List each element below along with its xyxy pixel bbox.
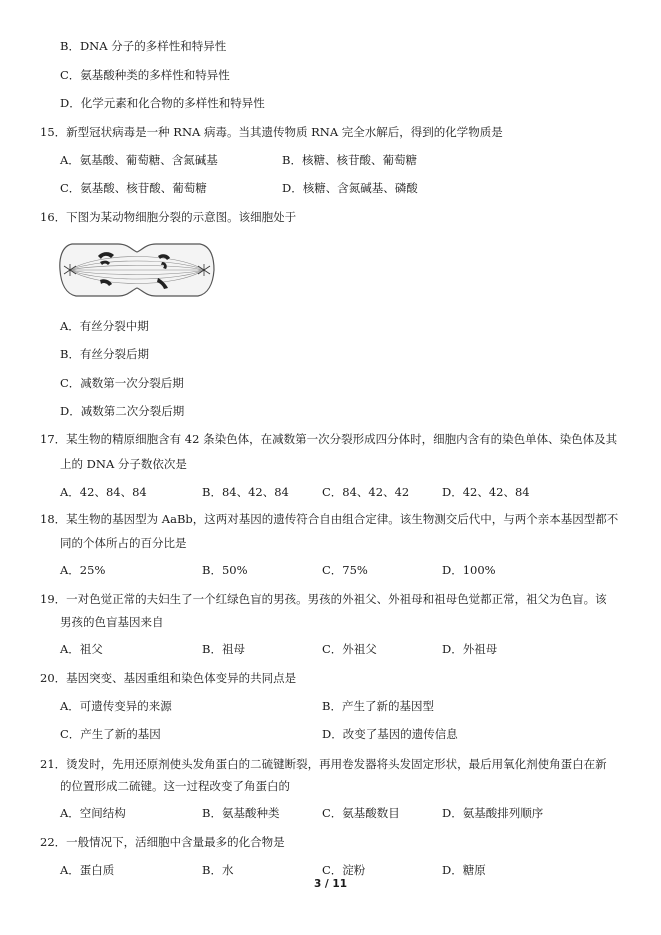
q17-stem-line1: 17．某生物的精原细胞含有 42 条染色体，在减数第一次分裂形成四分体时，细胞内含有的染色单体、染色体及其 bbox=[40, 432, 618, 446]
q16-option-a: A．有丝分裂中期 bbox=[60, 319, 149, 333]
q16-option-d: D．减数第二次分裂后期 bbox=[60, 404, 185, 418]
q18-stem-line2: 同的个体所占的百分比是 bbox=[60, 536, 187, 550]
q21-option-c: C．氨基酸数目 bbox=[322, 806, 400, 820]
q17-option-b: B．84、42、84 bbox=[202, 485, 289, 499]
q19-option-a: A．祖父 bbox=[60, 642, 103, 656]
q20-option-b: B．产生了新的基因型 bbox=[322, 699, 434, 713]
q17-stem-line2: 上的 DNA 分子数依次是 bbox=[60, 457, 187, 471]
q14-option-b: B．DNA 分子的多样性和特异性 bbox=[60, 39, 227, 53]
q17-option-c: C．84、42、42 bbox=[322, 485, 410, 499]
q14-option-d: D．化学元素和化合物的多样性和特异性 bbox=[60, 96, 265, 110]
q20-option-c: C．产生了新的基因 bbox=[60, 727, 161, 741]
q21-stem-line1: 21．烫发时，先用还原剂使头发角蛋白的二硫键断裂，再用卷发器将头发固定形状，最后用氧化剂使角蛋白在新 bbox=[40, 757, 607, 771]
q18-option-d: D．100% bbox=[442, 563, 496, 577]
q17-option-a: A．42、84、84 bbox=[60, 485, 147, 499]
q20-option-d: D．改变了基因的遗传信息 bbox=[322, 727, 458, 741]
q18-option-a: A．25% bbox=[60, 563, 106, 577]
q21-option-a: A．空间结构 bbox=[60, 806, 126, 820]
q17-option-d: D．42、42、84 bbox=[442, 485, 530, 499]
q19-option-b: B．祖母 bbox=[202, 642, 245, 656]
q19-stem-line1: 19．一对色觉正常的夫妇生了一个红绿色盲的男孩。男孩的外祖父、外祖母和祖母色觉都正常，祖父为色盲。该 bbox=[40, 592, 607, 606]
q19-option-d: D．外祖母 bbox=[442, 642, 498, 656]
q19-option-c: C．外祖父 bbox=[322, 642, 377, 656]
q21-option-d: D．氨基酸排列顺序 bbox=[442, 806, 544, 820]
q16-option-c: C．减数第一次分裂后期 bbox=[60, 376, 184, 390]
q20-option-a: A．可遗传变异的来源 bbox=[60, 699, 172, 713]
q18-option-b: B．50% bbox=[202, 563, 248, 577]
q15-stem: 15．新型冠状病毒是一种 RNA 病毒。当其遗传物质 RNA 完全水解后，得到的化学物质是 bbox=[40, 125, 503, 139]
q15-option-d: D．核糖、含氮碱基、磷酸 bbox=[282, 181, 418, 195]
q16-stem: 16．下图为某动物细胞分裂的示意图。该细胞处于 bbox=[40, 210, 297, 224]
q22-option-b: B．水 bbox=[202, 863, 234, 877]
cell-division-diagram bbox=[58, 238, 216, 302]
q15-option-b: B．核糖、核苷酸、葡萄糖 bbox=[282, 153, 417, 167]
q18-option-c: C．75% bbox=[322, 563, 368, 577]
q19-stem-line2: 男孩的色盲基因来自 bbox=[60, 615, 164, 629]
q22-stem: 22．一般情况下，活细胞中含量最多的化合物是 bbox=[40, 835, 285, 849]
q15-option-a: A．氨基酸、葡萄糖、含氮碱基 bbox=[60, 153, 218, 167]
q14-option-c: C．氨基酸种类的多样性和特异性 bbox=[60, 68, 230, 82]
q22-option-a: A．蛋白质 bbox=[60, 863, 115, 877]
q20-stem: 20．基因突变、基因重组和染色体变异的共同点是 bbox=[40, 671, 297, 685]
q21-stem-line2: 的位置形成二硫键。这一过程改变了角蛋白的 bbox=[60, 779, 290, 793]
page-number: 3 / 11 bbox=[313, 878, 348, 890]
q21-option-b: B．氨基酸种类 bbox=[202, 806, 280, 820]
q16-option-b: B．有丝分裂后期 bbox=[60, 347, 149, 361]
q22-option-c: C．淀粉 bbox=[322, 863, 366, 877]
q22-option-d: D．糖原 bbox=[442, 863, 486, 877]
q18-stem-line1: 18．某生物的基因型为 AaBb，这两对基因的遗传符合自由组合定律。该生物测交后代中，与两个亲本基因型都不 bbox=[40, 512, 619, 526]
q15-option-c: C．氨基酸、核苷酸、葡萄糖 bbox=[60, 181, 207, 195]
